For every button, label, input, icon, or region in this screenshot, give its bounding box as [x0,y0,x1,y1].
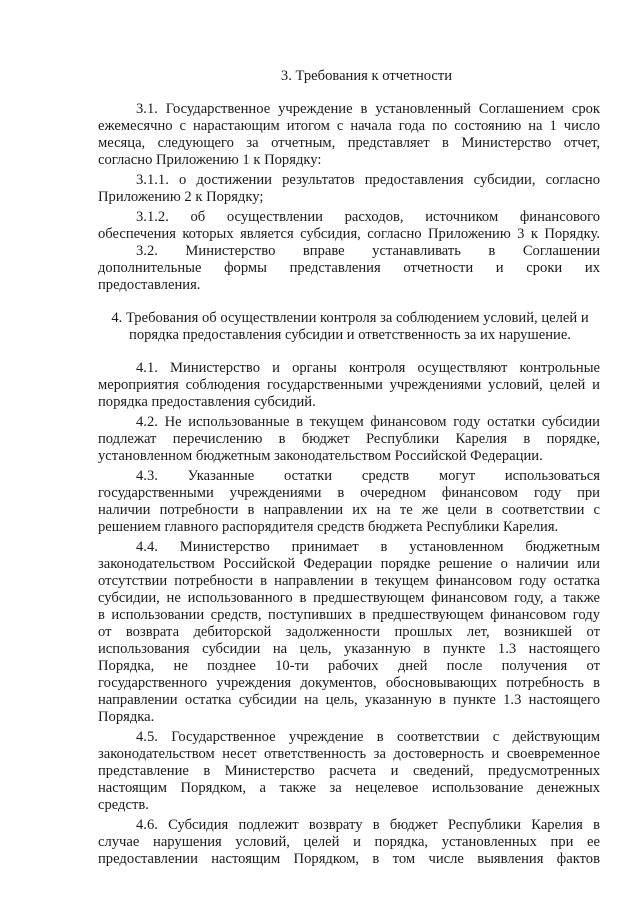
section-3-text-line: обеспечения которых является субсидия, согласно Приложению 3 к Порядку. [98,226,600,242]
section-3-text-line: ежемесячно с нарастающим итогом с начала года по состоянию на 1 число [98,118,600,134]
section-4-text-line: 4.2. Не использованные в текущем финансовом году остатки субсидии [136,414,600,430]
section-4-text-line: законодательством несет ответственность за достоверность и своевременное [98,746,600,762]
section-4-text-line: направлении остатка субсидии на цель, указанную в пункте 1.3 настоящего [98,692,600,708]
section-3-text-line: 3.2. Министерство вправе устанавливать в Соглашении [136,243,600,259]
section-3-title: 3. Требования к отчетности [280,68,453,84]
section-4-text-line: представление в Министерство расчета и сведений, предусмотренных [98,763,600,779]
section-4-text-line: Порядка, не позднее 10-ти рабочих дней после получения от [98,658,600,674]
section-4-text-line: 4.5. Государственное учреждение в соответствии с действующим [136,729,600,745]
section-3-text-line: предоставления. [98,277,201,293]
section-4-text-line: законодательством Российской Федерации порядке решение о наличии или [98,556,600,572]
section-4-text-line: решением главного распорядителя средств бюджета Республики Карелия. [98,519,559,535]
section-4-text-line: мероприятия соблюдения государственными учреждениями условий, целей и [98,377,600,393]
section-4-text-line: от возврата дебиторской задолженности прошлых лет, возникшей от [98,624,600,640]
section-4-text-line: использования субсидии на цель, указанную в пункте 1.3 настоящего [98,641,600,657]
section-3-text-line: 3.1.1. о достижении результатов предоставления субсидии, согласно [136,172,600,188]
section-4-title-line: 4. Требования об осуществлении контроля за соблюдением условий, целей и [111,310,589,326]
section-4-text-line: Порядка. [98,709,155,725]
section-4-text-line: настоящим Порядком, а также за нецелевое использование денежных [98,780,600,796]
section-4-text-line: установленном бюджетным законодательством Российской Федерации. [98,448,543,464]
section-4-title-line: порядка предоставления субсидии и ответственность за их нарушение. [129,327,571,343]
section-4-text-line: субсидии, не использованного в предшествующем финансовом году, а также [98,590,600,606]
section-4-text-line: в использовании средств, поступивших в предшествующем финансовом году [98,607,600,623]
section-4-text-line: 4.6. Субсидия подлежит возврату в бюджет Республики Карелия в [136,817,600,833]
section-3-text-line: 3.1. Государственное учреждение в установленный Соглашением срок [136,101,600,117]
section-3-text-line: месяца, следующего за отчетным, представляет в Министерство отчет, [98,135,600,151]
section-4-text-line: средств. [98,797,149,813]
section-4-text-line: 4.4. Министерство принимает в установленном бюджетным [136,539,600,555]
section-4-text-line: порядка предоставления субсидий. [98,394,316,410]
section-3-text-line: 3.1.2. об осуществлении расходов, источником финансового [136,209,600,225]
section-4-text-line: случае нарушения условий, целей и порядка, установленных при ее [98,834,600,850]
section-4-text-line: предоставлении настоящим Порядком, в том числе выявления фактов [98,851,600,867]
section-3-text-line: Приложению 2 к Порядку; [98,189,264,205]
section-4-text-line: 4.3. Указанные остатки средств могут использоваться [136,468,600,484]
section-4-text-line: наличии потребности в направлении их на те же цели в соответствии с [98,502,600,518]
section-3-text-line: дополнительные формы представления отчетности и сроки их [98,260,600,276]
section-4-text-line: отсутствии потребности в направлении в текущем финансовом году остатка [98,573,600,589]
section-4-text-line: подлежат перечислению в бюджет Республики Карелия в порядке, [98,431,600,447]
section-3-text-line: согласно Приложению 1 к Порядку: [98,152,322,168]
section-4-text-line: государственного учреждения документов, обосновывающих потребность в [98,675,600,691]
section-4-text-line: 4.1. Министерство и органы контроля осуществляют контрольные [136,360,600,376]
section-4-text-line: государственными учреждениями в очередном финансовом году при [98,485,600,501]
